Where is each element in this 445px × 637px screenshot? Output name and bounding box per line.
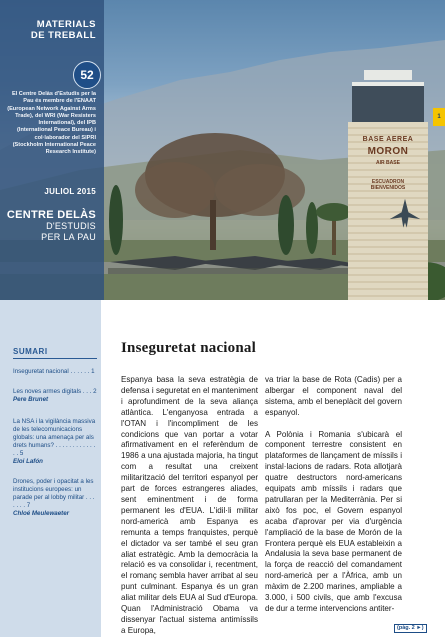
article-column-2 (265, 375, 402, 615)
masthead-panel (0, 0, 104, 300)
series-title: DE TREBALL (30, 30, 96, 41)
continued-on-page-link[interactable]: (pàg. 2 ►) (394, 624, 427, 633)
summary-item-author: Chloé Meulewaeter (13, 510, 70, 517)
centre-delas-logo (0, 209, 96, 243)
summary-item[interactable] (13, 388, 97, 404)
summary-divider (13, 358, 97, 359)
logo-line: PER LA PAU (41, 232, 96, 242)
jet-emblem-icon (388, 197, 422, 231)
logo-line: D'ESTUDIS (46, 221, 96, 231)
tower-sign-line: AIR BASE (376, 160, 400, 166)
issue-number-badge: 52 (73, 61, 101, 89)
summary-item[interactable] (13, 478, 97, 518)
article-paragraph: va triar la base de Rota (Cadis) per a albergar el component naval del sistema, amb el beneplàcit del govern espanyol. (265, 375, 402, 417)
summary-item[interactable] (13, 418, 97, 466)
article-column-1 (121, 375, 258, 637)
article-paragraph: A Polònia i Romania s'ubicarà el component terrestre consistent en plataformes de llançament de míssils i instal·lacions de radars. Rota allotjarà quatre destructors nord-americans equipats amb míssils i radars que patrullaran per la Mediterrània. Per si això fos poc, el Govern espanyol acaba d'aprovar per via d'urgència l'ampliació de la base de Morón de la Frontera perquè els EUA estableixin a Andalusia la seva base permanent de la força de reacció del comandament nord-americà per a l'Àfrica, amb un màxim de 2.200 marines, ampliable a 3.000, i 500 civils, que amb l'excusa de dur a terme intervencions antiter- (265, 429, 402, 614)
tower-sign-line (352, 179, 424, 191)
series-title: MATERIALS (36, 19, 96, 30)
logo-line: CENTRE DELÀS (6, 209, 96, 221)
summary-item-title: Inseguretat nacional . . . . . . 1 (13, 368, 95, 375)
tower-sign-line: ESCUADRON (371, 179, 405, 185)
summary-item-title: Drones, poder i opacitat a les institucions europees: un parade per al lobby militar . . . . . . . 7 (13, 478, 95, 509)
cover-photo (0, 0, 445, 300)
tower-sign-line: BASE AEREA (362, 136, 414, 143)
article-paragraph: Espanya basa la seva estratègia de defensa i seguretat en el manteniment i aprofundiment de la seva aliança atlàntica. L'enganyosa entrada a l'OTAN i l'incompliment de les condicions que van portar a votar afirmativament en el referèndum de 1986 a una ajustada majoria, ha tingut com a resultat una creixent militarització del territori espanyol per part de forces estrangeres aliades, sent eminentment i de forma permanent les d'EUA. L'idil·li militar nord-americà amb Espanya es remunta a temps franquistes, perquè el dictador va ser també el seu gran aliat estratègic. Amb la democràcia la relació es va consolidar i, recentment, el romanç sembla haver arribat al seu punt culminant. Espanya és un gran aliat militar dels EUA al Sud d'Europa. Quan l'Administració Obama va dissenyar l'actual sistema antimíssils a Europa, (121, 375, 258, 635)
summary-item-title: La NSA i la vigilància massiva de les telecomunicacions globals: una amenaça per als drets humans? . . . . . . . . . . . . . . 5 (13, 418, 96, 457)
summary-item-author: Pere Brunet (13, 396, 49, 403)
issue-date: JULIOL 2015 (44, 187, 96, 196)
tower-cab (352, 82, 424, 126)
summary-item-author: Eloi Lafón (13, 458, 43, 465)
tower-sign-line: BIENVENIDOS (370, 185, 406, 191)
tower-sign-line: MORON (367, 146, 409, 157)
control-tower (338, 82, 438, 300)
summary-item-title: Les noves armes digitals . . . 2 (13, 388, 97, 395)
article-title: Inseguretat nacional (121, 340, 256, 356)
organisation-blurb: El Centre Delàs d'Estudis per la Pau és membre de l'ENAAT (European Network Against Arms Trade), del WRI (War Resisters International), del IPB (International Peace Bureau) i col·laborador del SIPRI (Stockholm International Peace Research Institute) (7, 91, 96, 156)
page-number-tab: 1 (433, 108, 445, 126)
tower-roof (364, 70, 412, 80)
summary-item[interactable] (13, 368, 97, 376)
summary-title: SUMARI (13, 347, 48, 356)
